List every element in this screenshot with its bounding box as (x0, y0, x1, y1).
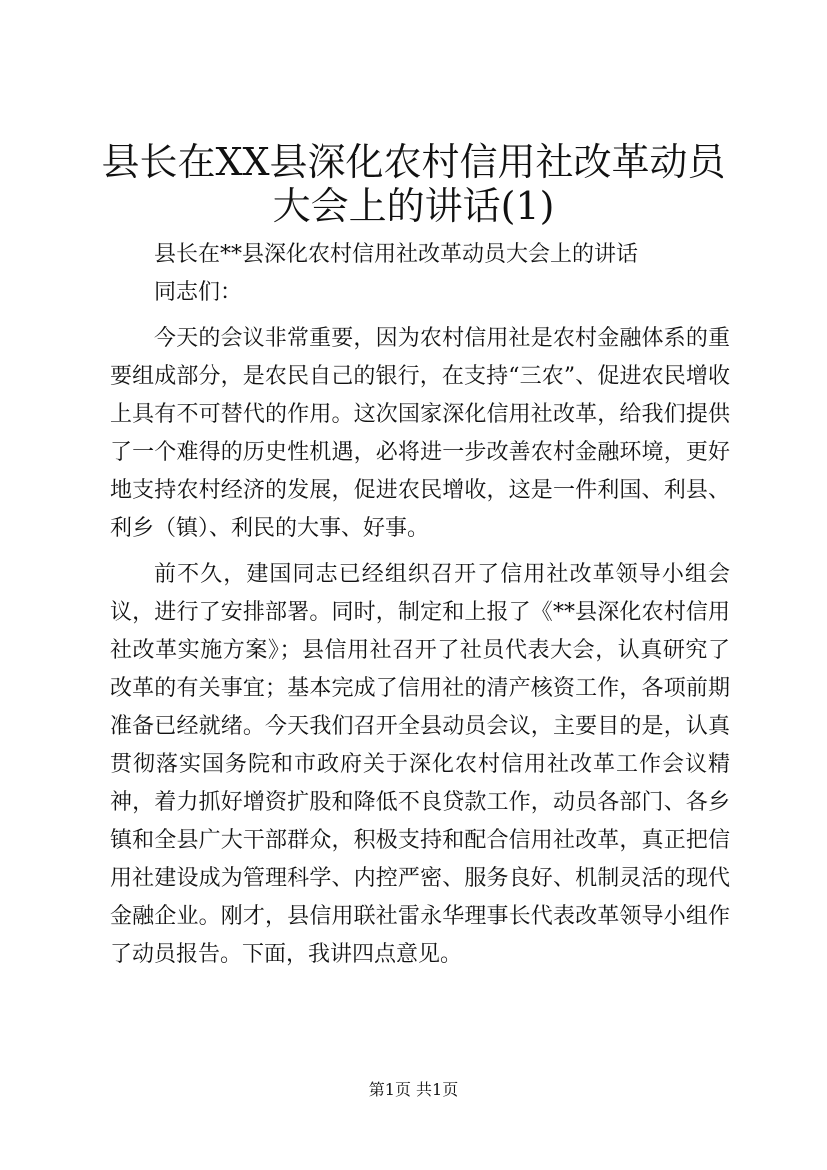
document-body (110, 236, 730, 974)
page-footer: 第1页 共1页 (368, 1080, 459, 1099)
speech-subtitle: 县长在**县深化农村信用社改革动员大会上的讲话 (154, 242, 639, 267)
paragraph-2: 前不久，建国同志已经组织召开了信用社改革领导小组会议，进行了安排部署。同时，制定和上报了《**县深化农村信用社改革实施方案》；县信用社召开了社员代表大会，认真研究了改革的有关事宜；基本完成了信用社的清产核资工作，各项前期准备已经就绪。今天我们召开全县动员会议，主要目的是，认真贯彻落实国务院和市政府关于深化农村信用社改革工作会议精神，着力抓好增资扩股和降低不良贷款工作，动员各部门、各乡镇和全县广大干部群众，积极支持和配合信用社改革，真正把信用社建设成为管理科学、内控严密、服务良好、机制灵活的现代金融企业。刚才，县信用联社雷永华理事长代表改革领导小组作了动员报告。下面，我讲四点意见。 (110, 562, 730, 967)
salutation: 同志们： (154, 280, 243, 305)
paragraph-1: 今天的会议非常重要，因为农村信用社是农村金融体系的重要组成部分，是农民自己的银行，在支持“三农”、促进农民增收上具有不可替代的作用。这次国家深化信用社改革，给我们提供了一个难得的历史性机遇，必将进一步改善农村金融环境，更好地支持农村经济的发展，促进农民增收，这是一件利国、利县、利乡（镇）、利民的大事、好事。 (110, 326, 730, 541)
document-title: 县长在XX县深化农村信用社改革动员大会上的讲话(1) (101, 140, 726, 228)
